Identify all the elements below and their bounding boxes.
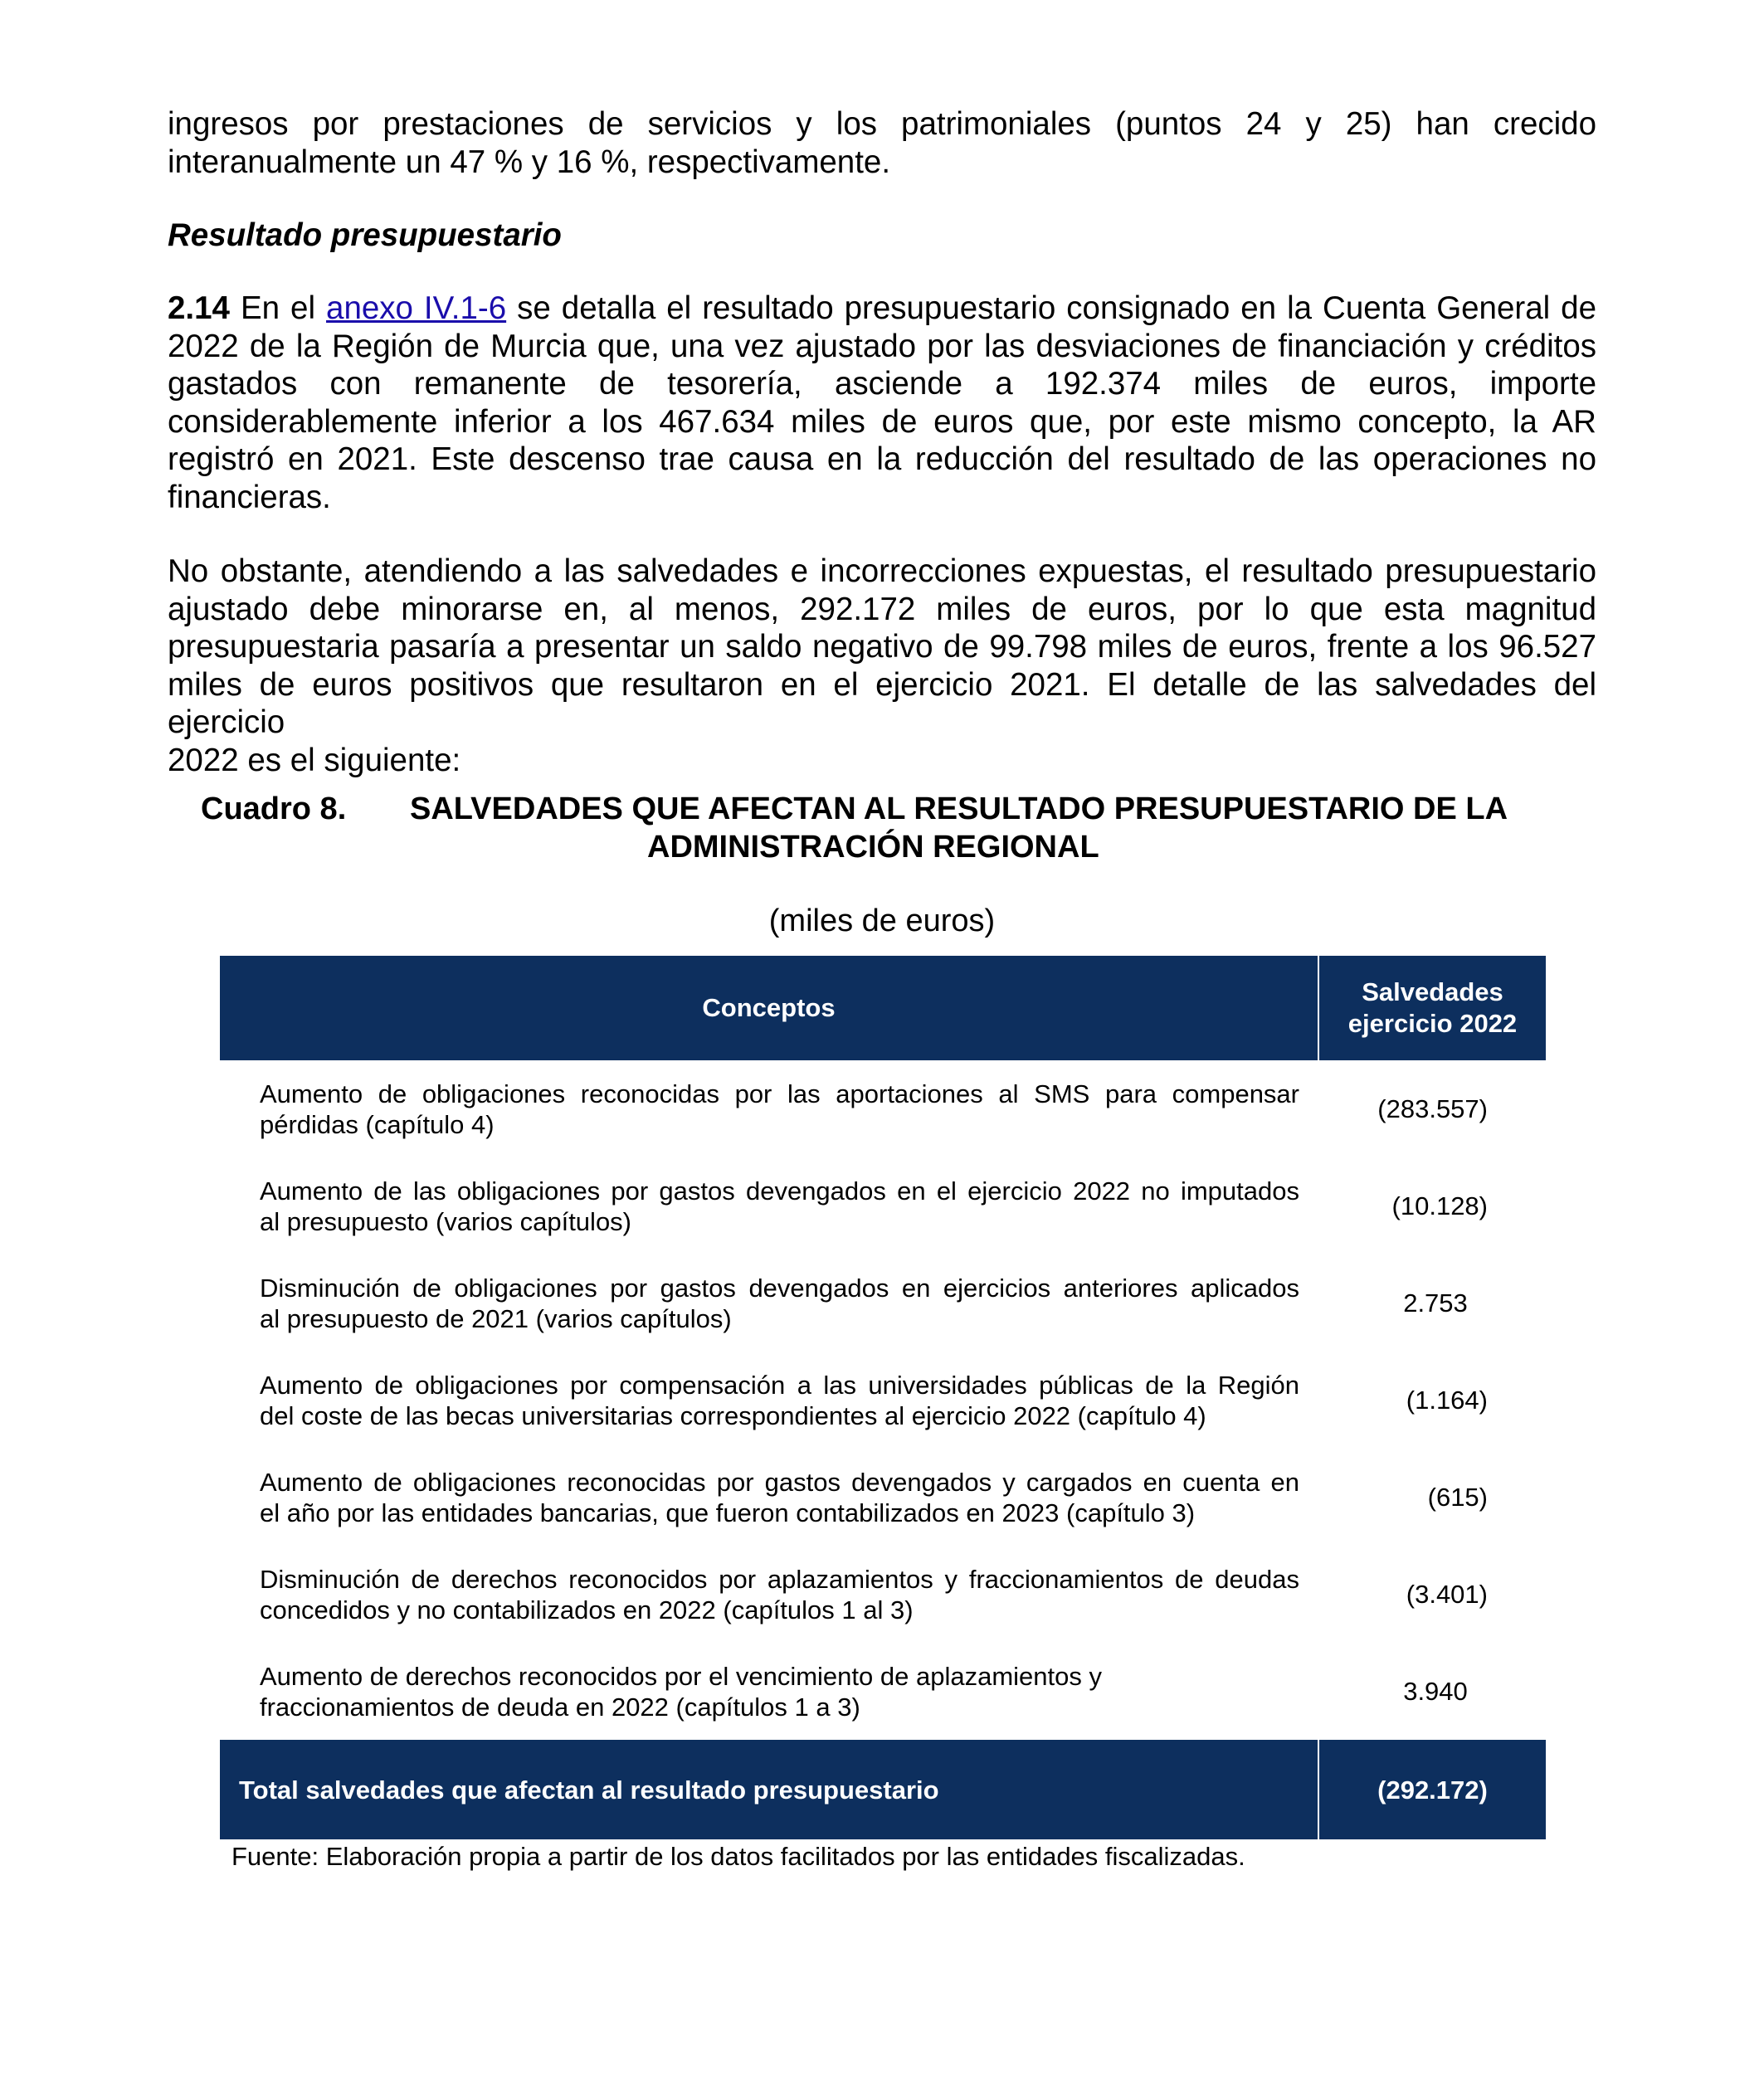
intro-paragraph	[168, 105, 1596, 181]
value-cell: (283.557)	[1377, 1094, 1488, 1123]
paragraph-line: presupuestaria pasaría a presentar un saldo negativo de 99.798 miles de euros, frente a los 96.527	[168, 629, 1596, 665]
salvedades-table	[220, 956, 1546, 1839]
concept-line: Aumento de obligaciones reconocidas por las aportaciones al SMS para compensar	[260, 1079, 1299, 1108]
paragraph-line: considerablemente inferior a los 467.634 miles de euros que, por este mismo concepto, la AR	[168, 403, 1596, 440]
paragraph-line: gastados con remanente de tesorería, asciende a 192.374 miles de euros, importe	[168, 366, 1596, 402]
paragraph-line: ajustado debe minorarse en, al menos, 292.172 miles de euros, por lo que esta magnitud	[168, 591, 1596, 627]
concept-line: Aumento de obligaciones reconocidas por gastos devengados y cargados en cuenta en	[260, 1467, 1299, 1497]
paragraph-text: En el	[240, 290, 316, 326]
table-row	[220, 1352, 1546, 1449]
section-heading: Resultado presupuestario	[168, 217, 562, 253]
paragraph-line: 2022 es el siguiente:	[168, 742, 461, 778]
table-caption-label: Cuadro 8.	[201, 792, 347, 826]
header-line: ejercicio 2022	[1347, 1009, 1518, 1038]
concept-cell	[220, 1060, 1318, 1157]
concept-cell	[220, 1449, 1318, 1546]
table-caption-title	[410, 790, 1588, 866]
column-header-concepts: Conceptos	[220, 956, 1318, 1060]
table-row	[220, 1060, 1546, 1157]
table-row	[220, 1254, 1546, 1352]
header-line: Salvedades	[1362, 977, 1503, 1006]
table-row	[220, 1546, 1546, 1643]
paragraph-line: interanualmente un 47 % y 16 %, respectivamente.	[168, 144, 891, 180]
total-value: (292.172)	[1318, 1740, 1546, 1839]
column-header-salvedades	[1318, 956, 1546, 1060]
value-cell: 2.753	[1403, 1288, 1468, 1318]
concept-line: al presupuesto (varios capítulos)	[260, 1206, 632, 1236]
concept-line: Aumento de derechos reconocidos por el vencimiento de aplazamientos y	[260, 1661, 1102, 1691]
value-cell: 3.940	[1403, 1677, 1468, 1706]
paragraph-line: registró en 2021. Este descenso trae causa en la reducción del resultado de las operaciones no	[168, 441, 1596, 477]
concept-line: el año por las entidades bancarias, que fueron contabilizados en 2023 (capítulo 3)	[260, 1498, 1196, 1527]
table-header-row	[220, 956, 1546, 1060]
caption-line: ADMINISTRACIÓN REGIONAL	[647, 830, 1099, 865]
paragraph-2-14	[168, 290, 1596, 516]
concept-cell	[220, 1643, 1318, 1740]
table-units: (miles de euros)	[768, 904, 996, 938]
value-cell: (3.401)	[1406, 1580, 1488, 1609]
table-row	[220, 1157, 1546, 1254]
table-row	[220, 1449, 1546, 1546]
concept-line: Aumento de obligaciones por compensación a las universidades públicas de la Región	[260, 1370, 1299, 1400]
paragraph-line: 2022 de la Región de Murcia que, una vez ajustado por las desviaciones de financiación y créditos	[168, 328, 1596, 364]
concept-line: fraccionamientos de deuda en 2022 (capítulos 1 a 3)	[260, 1692, 860, 1722]
concept-line: Aumento de las obligaciones por gastos devengados en el ejercicio 2022 no imputados	[260, 1176, 1299, 1206]
concept-cell	[220, 1352, 1318, 1449]
concept-line: Disminución de obligaciones por gastos devengados en ejercicios anteriores aplicados	[260, 1273, 1299, 1303]
concept-line: pérdidas (capítulo 4)	[260, 1109, 495, 1139]
paragraph-salvedades	[168, 553, 1596, 779]
caption-line: SALVEDADES QUE AFECTAN AL RESULTADO PRESUPUESTARIO DE LA	[410, 792, 1508, 826]
paragraph-line: financieras.	[168, 479, 331, 515]
paragraph-line: miles de euros positivos que resultaron en el ejercicio 2021. El detalle de las salvedades del ejercicio	[168, 666, 1596, 740]
concept-line: concedidos y no contabilizados en 2022 (capítulos 1 al 3)	[260, 1595, 914, 1624]
concept-cell	[220, 1254, 1318, 1352]
paragraph-text: se detalla el resultado presupuestario consignado en la Cuenta General de	[517, 290, 1596, 326]
value-cell: (615)	[1427, 1483, 1488, 1512]
value-cell: (10.128)	[1391, 1191, 1488, 1220]
concept-cell	[220, 1546, 1318, 1643]
value-cell: (1.164)	[1406, 1386, 1488, 1415]
concept-line: del coste de las becas universitarias correspondientes al ejercicio 2022 (capítulo 4)	[260, 1400, 1206, 1430]
annex-link[interactable]: anexo IV.1-6	[326, 290, 507, 326]
concept-line: Disminución de derechos reconocidos por aplazamientos y fraccionamientos de deudas	[260, 1564, 1299, 1594]
paragraph-line: ingresos por prestaciones de servicios y los patrimoniales (puntos 24 y 25) han crecido	[168, 106, 1596, 142]
concept-line: al presupuesto de 2021 (varios capítulos)	[260, 1303, 732, 1333]
total-label: Total salvedades que afectan al resultado presupuestario	[220, 1740, 1318, 1839]
paragraph-line: No obstante, atendiendo a las salvedades e incorrecciones expuestas, el resultado presupuestario	[168, 553, 1596, 589]
paragraph-line	[168, 290, 1596, 328]
concept-cell	[220, 1157, 1318, 1254]
table-total-row	[220, 1740, 1546, 1839]
table-source-note: Fuente: Elaboración propia a partir de los datos facilitados por las entidades fiscalizadas.	[231, 1842, 1245, 1871]
paragraph-number: 2.14	[168, 290, 230, 326]
table-row	[220, 1643, 1546, 1740]
